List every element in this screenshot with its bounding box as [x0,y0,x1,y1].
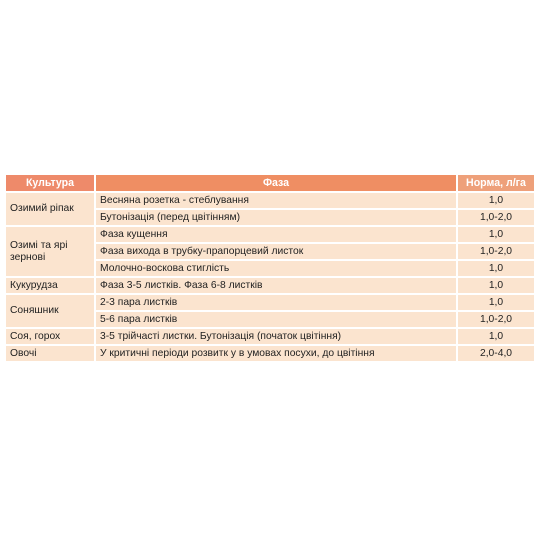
dosage-table-container [4,173,536,363]
dosage-table [4,173,536,363]
norm-cell: 2,0-4,0 [458,346,534,361]
culture-cell: Озимі та ярі зернові [6,227,94,276]
phase-cell: Весняна розетка - стеблування [96,193,456,208]
culture-cell: Соя, горох [6,329,94,344]
culture-cell: Овочі [6,346,94,361]
phase-cell: Молочно-воскова стиглість [96,261,456,276]
table-row [6,193,534,208]
norm-cell: 1,0 [458,227,534,242]
norm-cell: 1,0-2,0 [458,312,534,327]
culture-cell: Озимий ріпак [6,193,94,225]
phase-cell: 3-5 трійчасті листки. Бутонізація (початок цвітіння) [96,329,456,344]
table-row [6,227,534,242]
norm-cell: 1,0 [458,295,534,310]
culture-cell: Соняшник [6,295,94,327]
phase-cell: Фаза кущення [96,227,456,242]
norm-cell: 1,0 [458,278,534,293]
table-header-row [6,175,534,191]
phase-cell: 5-6 пара листків [96,312,456,327]
table-row [6,278,534,293]
norm-cell: 1,0 [458,329,534,344]
culture-cell: Кукурудза [6,278,94,293]
norm-cell: 1,0-2,0 [458,210,534,225]
phase-cell: У критичні періоди розвитк у в умовах посухи, до цвітіння [96,346,456,361]
norm-cell: 1,0 [458,193,534,208]
phase-cell: Фаза 3-5 листків. Фаза 6-8 листків [96,278,456,293]
header-phase: Фаза [96,175,456,191]
phase-cell: Бутонізація (перед цвітінням) [96,210,456,225]
header-culture: Культура [6,175,94,191]
norm-cell: 1,0-2,0 [458,244,534,259]
phase-cell: 2-3 пара листків [96,295,456,310]
table-row [6,295,534,310]
table-row [6,346,534,361]
phase-cell: Фаза вихода в трубку-прапорцевий листок [96,244,456,259]
norm-cell: 1,0 [458,261,534,276]
header-norm: Норма, л/га [458,175,534,191]
table-row [6,329,534,344]
